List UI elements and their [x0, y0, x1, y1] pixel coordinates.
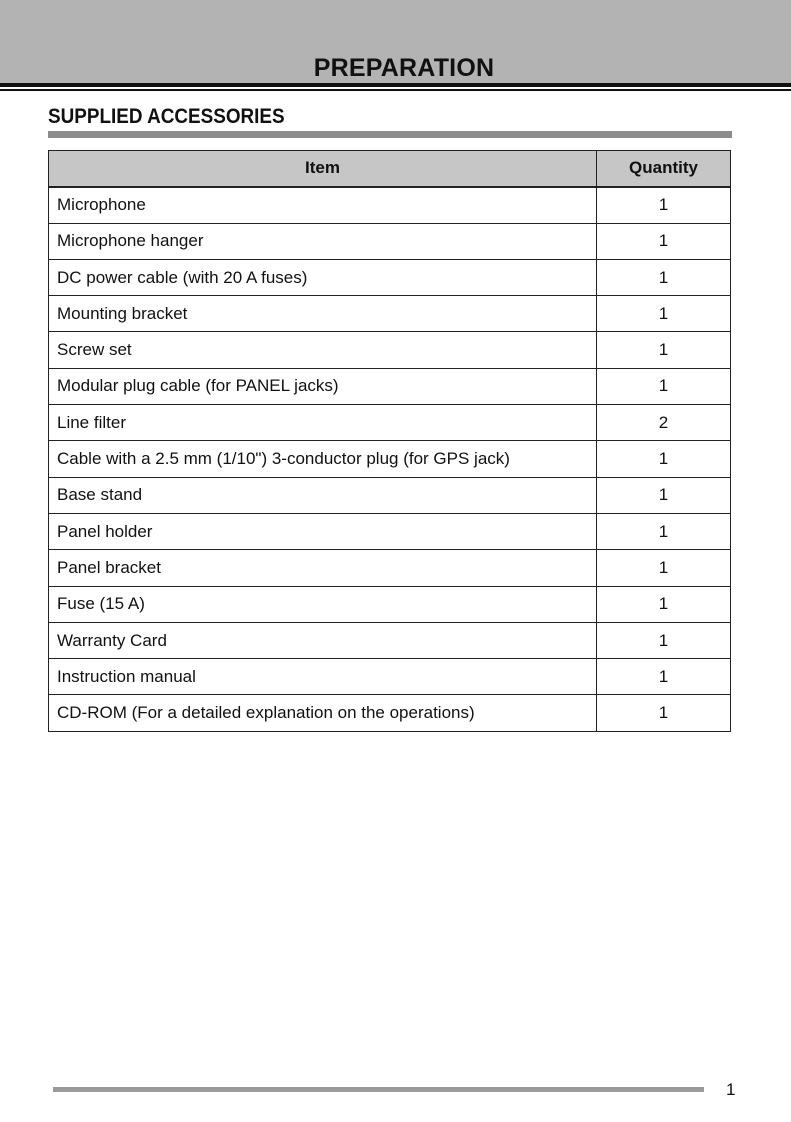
item-cell: Line filter: [49, 405, 597, 441]
footer-rule: [53, 1087, 704, 1092]
quantity-cell: 1: [597, 368, 731, 404]
quantity-cell: 2: [597, 405, 731, 441]
quantity-cell: 1: [597, 622, 731, 658]
table-row: [49, 586, 731, 622]
table-row: [49, 550, 731, 586]
table-row: [49, 513, 731, 549]
table-row: [49, 659, 731, 695]
accessories-table: [48, 150, 731, 732]
header-rule-thin: [0, 89, 791, 91]
column-header-item: Item: [49, 151, 597, 187]
item-cell: Modular plug cable (for PANEL jacks): [49, 368, 597, 404]
table-row: [49, 187, 731, 223]
item-cell: Panel holder: [49, 513, 597, 549]
item-cell: Mounting bracket: [49, 296, 597, 332]
header-rule-thick: [0, 83, 791, 87]
quantity-cell: 1: [597, 695, 731, 731]
item-cell: DC power cable (with 20 A fuses): [49, 259, 597, 295]
item-cell: Microphone: [49, 187, 597, 223]
table-row: [49, 477, 731, 513]
table-row: [49, 368, 731, 404]
table-row: [49, 695, 731, 731]
table-row: [49, 441, 731, 477]
item-cell: Fuse (15 A): [49, 586, 597, 622]
item-cell: Panel bracket: [49, 550, 597, 586]
table-row: [49, 296, 731, 332]
quantity-cell: 1: [597, 659, 731, 695]
item-cell: Screw set: [49, 332, 597, 368]
item-cell: Cable with a 2.5 mm (1/10") 3-conductor plug (for GPS jack): [49, 441, 597, 477]
table-row: [49, 223, 731, 259]
quantity-cell: 1: [597, 332, 731, 368]
column-header-quantity: Quantity: [597, 151, 731, 187]
table-header-row: [49, 151, 731, 187]
item-cell: Instruction manual: [49, 659, 597, 695]
quantity-cell: 1: [597, 296, 731, 332]
page-number: 1: [726, 1080, 736, 1099]
quantity-cell: 1: [597, 259, 731, 295]
quantity-cell: 1: [597, 550, 731, 586]
page-title: PREPARATION: [313, 54, 495, 82]
item-cell: Base stand: [49, 477, 597, 513]
quantity-cell: 1: [597, 441, 731, 477]
quantity-cell: 1: [597, 513, 731, 549]
item-cell: Warranty Card: [49, 622, 597, 658]
section-rule: [48, 131, 732, 138]
quantity-cell: 1: [597, 187, 731, 223]
item-cell: Microphone hanger: [49, 223, 597, 259]
table-row: [49, 622, 731, 658]
quantity-cell: 1: [597, 223, 731, 259]
table-row: [49, 405, 731, 441]
section-title: SUPPLIED ACCESSORIES: [48, 105, 285, 128]
item-cell: CD-ROM (For a detailed explanation on the operations): [49, 695, 597, 731]
table-row: [49, 332, 731, 368]
table-row: [49, 259, 731, 295]
quantity-cell: 1: [597, 586, 731, 622]
quantity-cell: 1: [597, 477, 731, 513]
